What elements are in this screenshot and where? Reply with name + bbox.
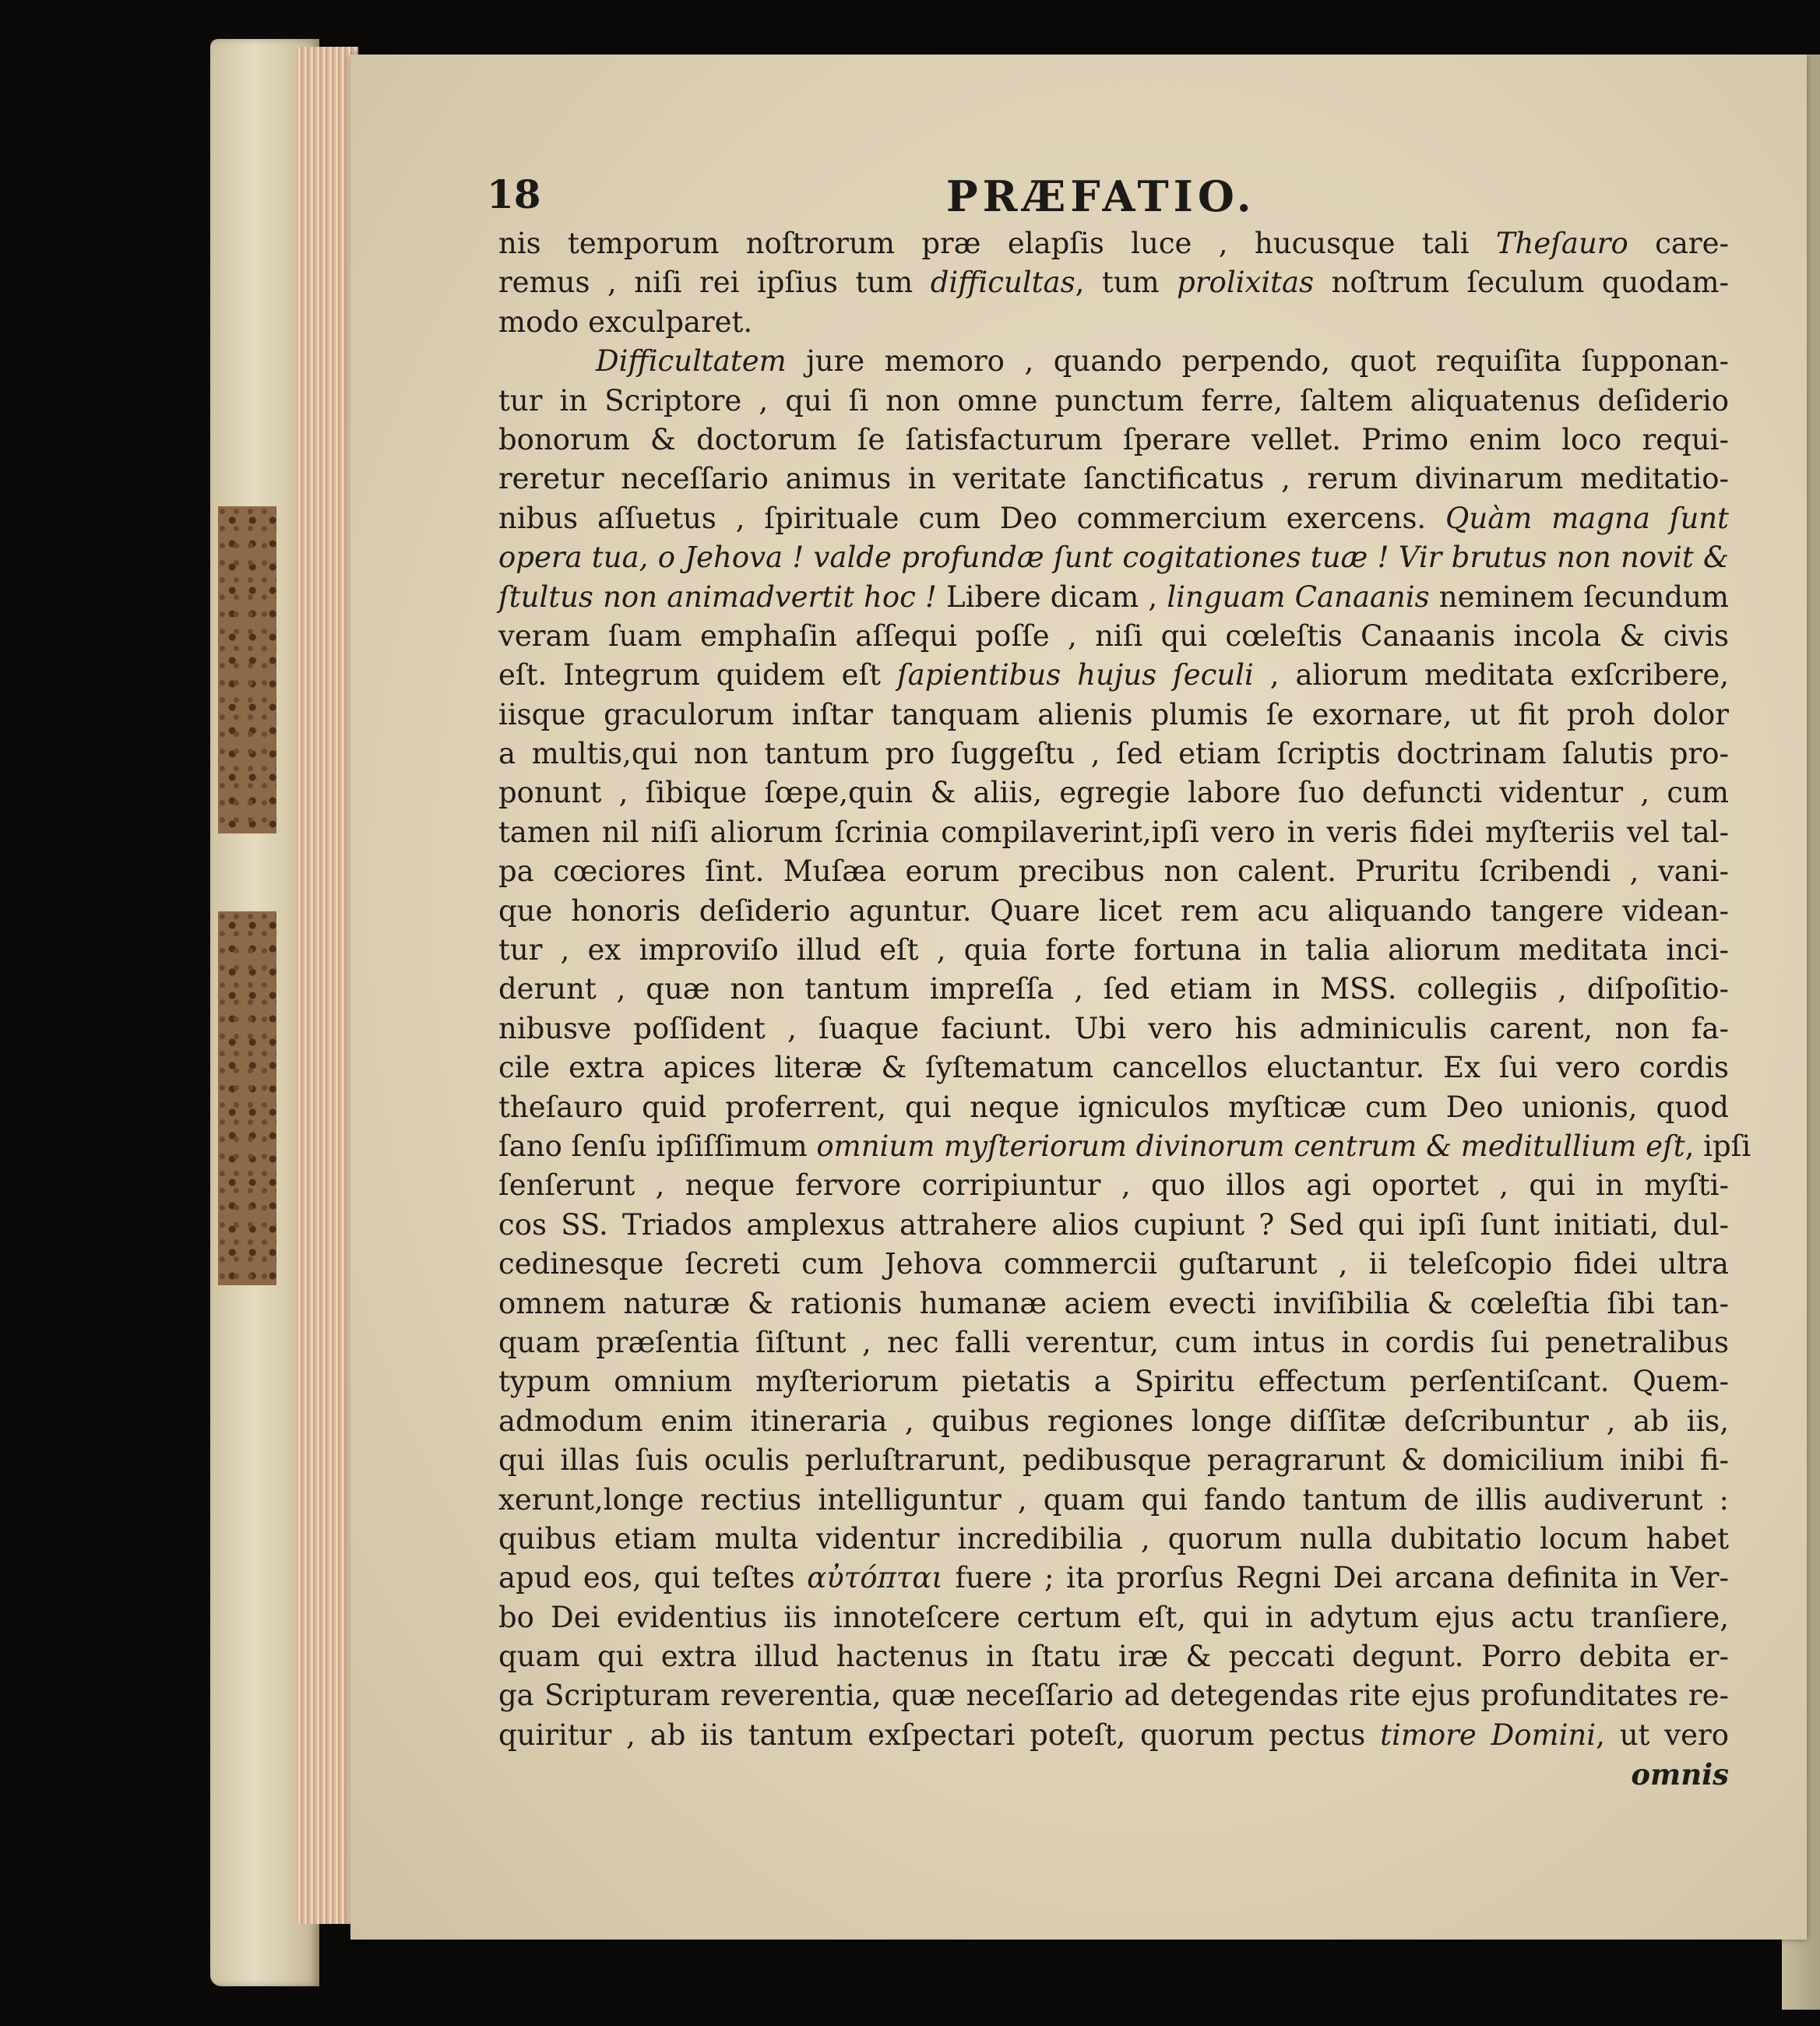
text-line bbox=[498, 1676, 1729, 1715]
text-line bbox=[498, 696, 1729, 735]
italic-text-span: Difficultatem bbox=[596, 344, 787, 379]
text-line bbox=[498, 892, 1729, 931]
text-span: fuere ; ita prorſus Regni Dei arcana definita in Ver- bbox=[942, 1561, 1729, 1595]
text-span: reretur neceſſario animus in veritate ſanctificatus , rerum divinarum meditatio- bbox=[498, 462, 1729, 496]
text-line bbox=[498, 382, 1729, 421]
text-span: care- bbox=[1628, 227, 1729, 260]
text-span: typum omnium myſteriorum pietatis a Spiritu effectum perſentiſcant. Quem- bbox=[498, 1365, 1729, 1399]
text-line bbox=[498, 1559, 1729, 1598]
text-span: veram ſuam emphaſin aſſequi poſſe , niſi qui cœleſtis Canaanis incola & civis bbox=[498, 618, 1729, 653]
text-line bbox=[498, 342, 1729, 381]
text-span: quiritur , ab iis tantum exſpectari poteſt, quorum pectus bbox=[498, 1718, 1381, 1752]
text-line bbox=[498, 1637, 1729, 1676]
spine-leather-bottom bbox=[218, 911, 276, 1285]
text-line bbox=[498, 1127, 1751, 1166]
italic-text-span: Theſauro bbox=[1495, 227, 1628, 260]
text-span: noſtrum ſeculum quodam- bbox=[1314, 266, 1729, 300]
text-line bbox=[498, 1088, 1729, 1127]
page-number: 18 bbox=[487, 171, 541, 217]
italic-text-span: timore Domini bbox=[1380, 1718, 1596, 1752]
text-line bbox=[498, 538, 1729, 577]
text-line bbox=[498, 1362, 1729, 1401]
text-span: eſt. Integrum quidem eſt bbox=[498, 658, 897, 692]
text-line bbox=[498, 421, 1729, 460]
italic-text-span: ſtultus non animadvertit hoc ! bbox=[498, 580, 937, 614]
text-span: quam qui extra illud hactenus in ſtatu iræ & peccati degunt. Porro debita er- bbox=[498, 1640, 1729, 1674]
text-line bbox=[498, 1323, 1729, 1362]
body-text bbox=[498, 224, 1751, 1795]
text-line bbox=[498, 1009, 1729, 1048]
text-line bbox=[498, 578, 1729, 617]
text-span: ga Scripturam reverentia, quæ neceſſario ad detegendas rite ejus profunditates re- bbox=[498, 1679, 1729, 1713]
italic-text-span: difficultas bbox=[930, 266, 1075, 300]
text-span: admodum enim itineraria , quibus regiones longe diſſitæ deſcribuntur , ab iis, bbox=[498, 1404, 1729, 1438]
text-line bbox=[498, 931, 1729, 970]
text-line bbox=[498, 303, 1729, 342]
text-span: qui illas ſuis oculis perluſtrarunt, pedibusque peragrarunt & domicilium inibi fi- bbox=[498, 1443, 1729, 1478]
running-title: PRÆFATIO. bbox=[946, 171, 1256, 221]
text-line bbox=[498, 970, 1729, 1009]
text-line bbox=[498, 1048, 1729, 1087]
text-span: , ipſi bbox=[1684, 1129, 1751, 1163]
text-span: ſano ſenſu ipſiſſimum bbox=[498, 1129, 817, 1163]
text-line bbox=[498, 1166, 1729, 1205]
text-span: ponunt , ſibique ſœpe,quin & aliis, egregie labore ſuo defuncti videntur , cum bbox=[498, 776, 1729, 810]
text-span: tamen nil niſi aliorum ſcrinia compilaverint,ipſi vero in veris fidei myſteriis vel tal- bbox=[498, 815, 1729, 849]
text-span: bonorum & doctorum ſe ſatisfacturum ſperare vellet. Primo enim loco requi- bbox=[498, 422, 1729, 456]
text-line bbox=[498, 1284, 1729, 1323]
text-span: quibus etiam multa videntur incredibilia , quorum nulla dubitatio locum habet bbox=[498, 1521, 1729, 1556]
text-line bbox=[498, 224, 1729, 263]
italic-text-span: omnium myſteriorum divinorum centrum & meditullium eſt bbox=[816, 1129, 1685, 1163]
text-line bbox=[498, 1206, 1729, 1245]
text-span: theſauro quid proferrent, qui neque igniculos myſticæ cum Deo unionis, quod bbox=[498, 1090, 1729, 1124]
text-line bbox=[498, 773, 1729, 812]
text-span: Libere dicam , bbox=[936, 580, 1167, 614]
text-span: tur in Scriptore , qui ſi non omne punctum ferre, ſaltem aliquatenus deſiderio bbox=[498, 383, 1729, 418]
text-line bbox=[498, 1402, 1729, 1441]
text-line bbox=[498, 263, 1729, 302]
text-line bbox=[498, 1245, 1729, 1284]
text-span: derunt , quæ non tantum impreſſa , ſed etiam in MSS. collegiis , diſpoſitio- bbox=[498, 972, 1729, 1006]
text-span: nibusve poſſident , ſuaque faciunt. Ubi vero his adminiculis carent, non fa- bbox=[498, 1011, 1729, 1045]
spine-leather-top bbox=[218, 506, 276, 833]
text-span: bo Dei evidentius iis innoteſcere certum eſt, qui in adytum ejus actu tranſiere, bbox=[498, 1600, 1729, 1634]
page-stack-edges bbox=[296, 47, 358, 1924]
text-span: a multis,qui non tantum pro ſuggeſtu , ſed etiam ſcriptis doctrinam ſalutis pro- bbox=[498, 737, 1729, 771]
text-line bbox=[498, 460, 1729, 499]
text-span: pa cœciores ſint. Muſæa eorum precibus non calent. Pruritu ſcribendi , vani- bbox=[498, 854, 1729, 889]
italic-text-span: αὐτόπται bbox=[807, 1561, 943, 1595]
text-span: iisque graculorum inſtar tanquam alienis plumis ſe exornare, ut fit proh dolor bbox=[498, 697, 1729, 731]
text-line bbox=[498, 617, 1729, 656]
text-line bbox=[498, 1598, 1729, 1637]
text-line bbox=[498, 852, 1729, 891]
page-header bbox=[487, 171, 1733, 221]
text-span: ſenſerunt , neque fervore corripiuntur , quo illos agi oportet , qui in myſti- bbox=[498, 1168, 1729, 1203]
italic-text-span: ſapientibus hujus ſeculi bbox=[896, 658, 1254, 692]
text-span: tur , ex improviſo illud eſt , quia forte fortuna in talia aliorum meditata inci- bbox=[498, 933, 1729, 967]
text-span: modo exculparet. bbox=[498, 305, 753, 339]
text-span: nibus aſſuetus , ſpirituale cum Deo commercium exercens. bbox=[498, 501, 1446, 535]
italic-text-span: Quàm magna ſunt bbox=[1445, 501, 1729, 535]
text-span: cedinesque ſecreti cum Jehova commercii guſtarunt , ii teleſcopio fidei ultra bbox=[498, 1247, 1729, 1281]
italic-text-span: linguam Canaanis bbox=[1167, 580, 1430, 614]
text-line bbox=[498, 1716, 1729, 1755]
text-span: jure memoro , quando perpendo, quot requiſita ſupponan- bbox=[786, 344, 1729, 379]
text-span: , ut vero bbox=[1596, 1718, 1729, 1752]
text-span: quam præſentia ſiſtunt , nec falli verentur, cum intus in cordis ſui penetralibus bbox=[498, 1325, 1729, 1359]
italic-text-span: opera tua, o Jehova ! valde profundæ ſunt cogitationes tuæ ! Vir brutus non novit & bbox=[498, 541, 1729, 575]
text-line bbox=[498, 813, 1729, 852]
text-span: , aliorum meditata exſcribere, bbox=[1253, 658, 1729, 692]
catchword: omnis bbox=[1631, 1757, 1729, 1792]
text-span: remus , niſi rei ipſius tum bbox=[498, 266, 931, 300]
text-span: nis temporum noſtrorum præ elapſis luce , hucusque tali bbox=[498, 227, 1496, 260]
text-line bbox=[498, 1441, 1729, 1480]
text-span: que honoris deſiderio aguntur. Quare licet rem acu aliquando tangere videan- bbox=[498, 893, 1729, 928]
text-span: neminem ſecundum bbox=[1429, 580, 1730, 614]
text-line bbox=[498, 735, 1729, 773]
text-line bbox=[498, 499, 1729, 538]
text-line bbox=[498, 656, 1729, 695]
text-span: apud eos, qui teſtes bbox=[498, 1561, 808, 1595]
text-span: cile extra apices literæ & ſyſtematum cancellos eluctantur. Ex ſui vero cordis bbox=[498, 1051, 1729, 1085]
italic-text-span: prolixitas bbox=[1177, 266, 1315, 300]
text-span: omnem naturæ & rationis humanæ aciem evecti inviſibilia & cœleſtia ſibi tan- bbox=[498, 1286, 1729, 1320]
text-span: cos SS. Triados amplexus attrahere alios cupiunt ? Sed qui ipſi ſunt initiati, dul- bbox=[498, 1207, 1729, 1242]
text-line bbox=[498, 1481, 1729, 1520]
text-span: xerunt,longe rectius intelliguntur , quam qui fando tantum de illis audiverunt : bbox=[498, 1482, 1729, 1517]
text-span: , tum bbox=[1075, 266, 1178, 300]
text-line bbox=[498, 1520, 1729, 1559]
